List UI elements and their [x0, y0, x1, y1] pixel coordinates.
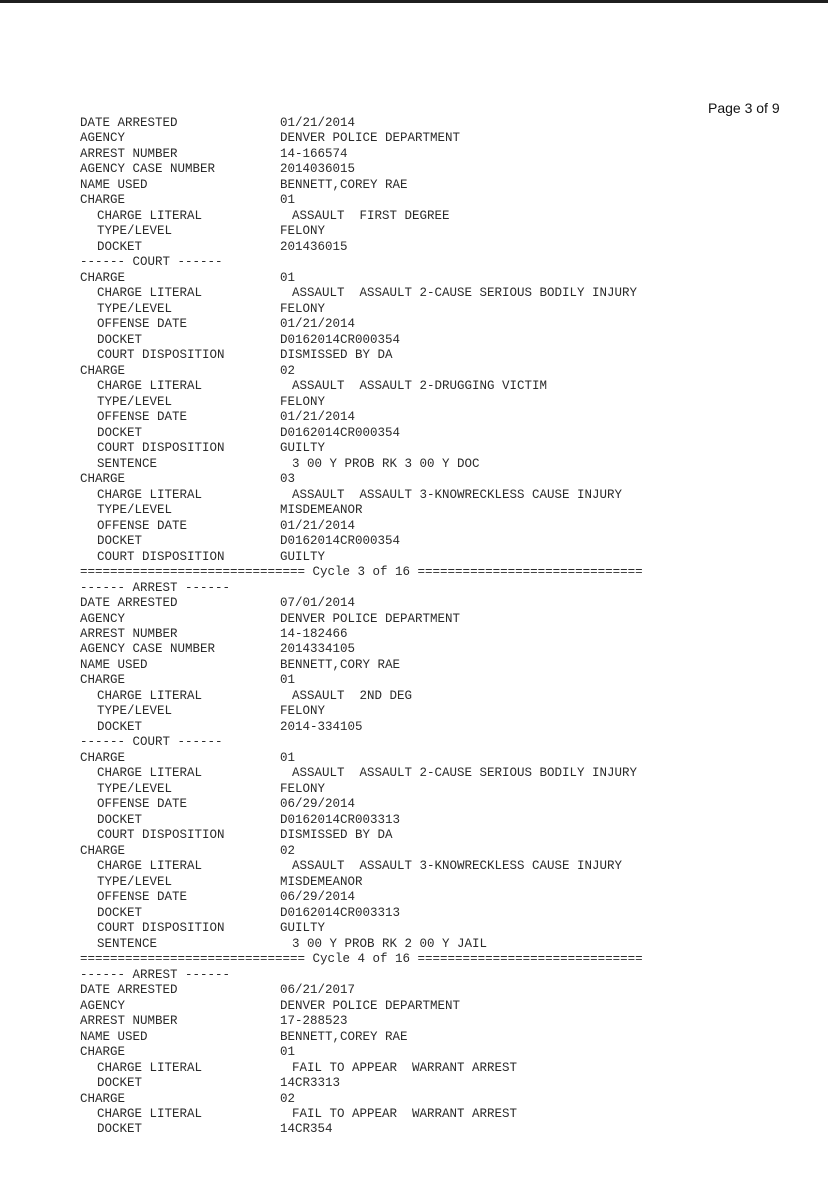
record-line	[80, 395, 820, 410]
field-label: TYPE/LEVEL	[97, 394, 173, 409]
field-label: CHARGE	[80, 750, 126, 765]
field-label: DOCKET	[97, 905, 143, 920]
field-label: CHARGE	[80, 363, 126, 378]
field-value: MISDEMEANOR	[280, 503, 363, 518]
field-label: CHARGE LITERAL	[97, 487, 203, 502]
field-label: ------ ARREST ------	[80, 967, 231, 982]
field-value: 2014036015	[280, 162, 356, 177]
record-line	[80, 952, 820, 967]
field-value: BENNETT,COREY RAE	[280, 177, 408, 192]
record-line	[80, 813, 820, 828]
field-value: BENNETT,CORY RAE	[280, 657, 401, 672]
field-label: ============================== Cycle 4 of 16 ==============================	[80, 952, 643, 967]
field-label: AGENCY	[80, 611, 126, 626]
field-label: OFFENSE DATE	[97, 410, 188, 425]
field-value: DISMISSED BY DA	[280, 828, 393, 843]
field-label: OFFENSE DATE	[97, 518, 188, 533]
field-value: FELONY	[280, 301, 326, 316]
field-label: COURT DISPOSITION	[97, 348, 225, 363]
field-label: DOCKET	[97, 239, 143, 254]
field-label: CHARGE	[80, 843, 126, 858]
record-line	[80, 1030, 820, 1045]
record-line	[80, 131, 820, 146]
field-value: 01/21/2014	[280, 317, 356, 332]
field-label: CHARGE LITERAL	[97, 1060, 203, 1075]
record-line	[80, 1092, 820, 1107]
record-line	[80, 271, 820, 286]
field-value: D0162014CR003313	[280, 905, 401, 920]
field-label: ============================== Cycle 3 of 16 ==============================	[80, 565, 643, 580]
record-line	[80, 488, 820, 503]
field-label: CHARGE	[80, 1091, 126, 1106]
record-line	[80, 1107, 820, 1122]
field-value: 201436015	[280, 239, 348, 254]
record-line	[80, 968, 820, 983]
record-line	[80, 642, 820, 657]
field-label: CHARGE	[80, 472, 126, 487]
field-label: COURT DISPOSITION	[97, 828, 225, 843]
field-value: D0162014CR000354	[280, 425, 401, 440]
field-value: D0162014CR003313	[280, 812, 401, 827]
field-value: 06/29/2014	[280, 890, 356, 905]
record-line	[80, 937, 820, 952]
field-value: DENVER POLICE DEPARTMENT	[280, 611, 461, 626]
record-line	[80, 534, 820, 549]
record-line	[80, 147, 820, 162]
record-line	[80, 302, 820, 317]
record-line	[80, 178, 820, 193]
field-value: 3 00 Y PROB RK 2 00 Y JAIL	[292, 936, 488, 951]
field-label: DOCKET	[97, 719, 143, 734]
field-value: ASSAULT ASSAULT 3-KNOWRECKLESS CAUSE INJURY	[292, 487, 623, 502]
record-line	[80, 1014, 820, 1029]
record-line	[80, 704, 820, 719]
field-label: SENTENCE	[97, 936, 158, 951]
record-line	[80, 457, 820, 472]
field-label: DOCKET	[97, 425, 143, 440]
field-label: DATE ARRESTED	[80, 596, 178, 611]
record-line	[80, 844, 820, 859]
field-label: OFFENSE DATE	[97, 797, 188, 812]
field-label: TYPE/LEVEL	[97, 704, 173, 719]
record-line	[80, 658, 820, 673]
field-label: NAME USED	[80, 177, 148, 192]
field-label: COURT DISPOSITION	[97, 549, 225, 564]
record-line	[80, 472, 820, 487]
record-line	[80, 193, 820, 208]
field-value: FAIL TO APPEAR WARRANT ARREST	[292, 1060, 518, 1075]
record-line	[80, 1061, 820, 1076]
field-label: ------ ARREST ------	[80, 580, 231, 595]
field-value: 06/21/2017	[280, 983, 356, 998]
record-line	[80, 240, 820, 255]
field-label: DOCKET	[97, 1076, 143, 1091]
field-label: CHARGE	[80, 193, 126, 208]
record-line	[80, 379, 820, 394]
record-line	[80, 317, 820, 332]
field-label: OFFENSE DATE	[97, 890, 188, 905]
field-label: CHARGE LITERAL	[97, 859, 203, 874]
field-value: 06/29/2014	[280, 797, 356, 812]
record-line	[80, 766, 820, 781]
field-label: AGENCY	[80, 131, 126, 146]
record-line	[80, 906, 820, 921]
field-value: 14CR3313	[280, 1076, 341, 1091]
field-label: TYPE/LEVEL	[97, 503, 173, 518]
record-line	[80, 286, 820, 301]
field-label: NAME USED	[80, 1029, 148, 1044]
field-label: AGENCY CASE NUMBER	[80, 162, 216, 177]
field-value: FELONY	[280, 224, 326, 239]
field-label: CHARGE	[80, 270, 126, 285]
field-label: NAME USED	[80, 657, 148, 672]
field-value: GUILTY	[280, 441, 326, 456]
field-label: ARREST NUMBER	[80, 1014, 178, 1029]
field-value: DENVER POLICE DEPARTMENT	[280, 131, 461, 146]
record-line	[80, 224, 820, 239]
field-label: ARREST NUMBER	[80, 146, 178, 161]
top-border	[0, 0, 828, 3]
field-value: 2014334105	[280, 642, 356, 657]
field-value: 01/21/2014	[280, 518, 356, 533]
field-value: 3 00 Y PROB RK 3 00 Y DOC	[292, 456, 480, 471]
field-value: FELONY	[280, 394, 326, 409]
record-line	[80, 333, 820, 348]
criminal-history-record	[80, 116, 820, 1138]
record-line	[80, 751, 820, 766]
field-value: ASSAULT ASSAULT 3-KNOWRECKLESS CAUSE INJURY	[292, 859, 623, 874]
field-value: FELONY	[280, 704, 326, 719]
field-label: COURT DISPOSITION	[97, 441, 225, 456]
record-line	[80, 581, 820, 596]
field-value: ASSAULT 2ND DEG	[292, 688, 413, 703]
field-label: CHARGE LITERAL	[97, 286, 203, 301]
field-value: 2014-334105	[280, 719, 363, 734]
field-value: 17-288523	[280, 1014, 348, 1029]
record-line	[80, 720, 820, 735]
field-value: D0162014CR000354	[280, 534, 401, 549]
field-value: 01	[280, 193, 296, 208]
record-line	[80, 255, 820, 270]
record-line	[80, 565, 820, 580]
field-value: FAIL TO APPEAR WARRANT ARREST	[292, 1107, 518, 1121]
record-line	[80, 116, 820, 131]
field-label: TYPE/LEVEL	[97, 874, 173, 889]
field-label: DOCKET	[97, 812, 143, 827]
record-line	[80, 999, 820, 1014]
field-label: ARREST NUMBER	[80, 626, 178, 641]
field-value: ASSAULT ASSAULT 2-CAUSE SERIOUS BODILY INJURY	[292, 286, 638, 301]
field-value: 01	[280, 750, 296, 765]
page-indicator: Page 3 of 9	[708, 100, 780, 116]
field-value: ASSAULT ASSAULT 2-CAUSE SERIOUS BODILY INJURY	[292, 766, 638, 781]
record-line	[80, 627, 820, 642]
field-label: CHARGE	[80, 673, 126, 688]
record-line	[80, 1076, 820, 1091]
record-line	[80, 983, 820, 998]
record-line	[80, 612, 820, 627]
record-line	[80, 550, 820, 565]
record-line	[80, 596, 820, 611]
field-value: GUILTY	[280, 549, 326, 564]
field-value: ASSAULT ASSAULT 2-DRUGGING VICTIM	[292, 379, 548, 394]
field-label: TYPE/LEVEL	[97, 301, 173, 316]
field-label: DOCKET	[97, 1122, 143, 1137]
record-line	[80, 689, 820, 704]
field-value: 01	[280, 270, 296, 285]
field-value: 07/01/2014	[280, 596, 356, 611]
field-label: COURT DISPOSITION	[97, 921, 225, 936]
field-label: AGENCY CASE NUMBER	[80, 642, 216, 657]
record-line	[80, 890, 820, 905]
record-line	[80, 410, 820, 425]
record-line	[80, 1122, 820, 1137]
field-label: TYPE/LEVEL	[97, 781, 173, 796]
field-value: 14-166574	[280, 146, 348, 161]
field-label: CHARGE LITERAL	[97, 208, 203, 223]
field-value: 14-182466	[280, 626, 348, 641]
field-value: 01/21/2014	[280, 116, 356, 130]
record-line	[80, 426, 820, 441]
field-value: MISDEMEANOR	[280, 874, 363, 889]
field-value: DISMISSED BY DA	[280, 348, 393, 363]
field-label: CHARGE LITERAL	[97, 379, 203, 394]
record-line	[80, 519, 820, 534]
record-line	[80, 1045, 820, 1060]
record-line	[80, 921, 820, 936]
record-line	[80, 348, 820, 363]
field-value: GUILTY	[280, 921, 326, 936]
field-value: D0162014CR000354	[280, 332, 401, 347]
field-value: 02	[280, 363, 296, 378]
field-value: FELONY	[280, 781, 326, 796]
field-value: 02	[280, 843, 296, 858]
field-label: OFFENSE DATE	[97, 317, 188, 332]
record-line	[80, 875, 820, 890]
field-value: 01	[280, 673, 296, 688]
field-label: DOCKET	[97, 534, 143, 549]
field-value: 01	[280, 1045, 296, 1060]
field-label: ------ COURT ------	[80, 735, 223, 750]
record-line	[80, 797, 820, 812]
record-line	[80, 782, 820, 797]
field-value: DENVER POLICE DEPARTMENT	[280, 998, 461, 1013]
field-label: ------ COURT ------	[80, 255, 223, 270]
field-value: BENNETT,COREY RAE	[280, 1029, 408, 1044]
field-value: 03	[280, 472, 296, 487]
record-line	[80, 209, 820, 224]
field-label: CHARGE LITERAL	[97, 766, 203, 781]
record-line	[80, 364, 820, 379]
field-label: CHARGE LITERAL	[97, 1107, 203, 1121]
field-label: CHARGE LITERAL	[97, 688, 203, 703]
record-line	[80, 859, 820, 874]
field-label: DATE ARRESTED	[80, 983, 178, 998]
field-label: AGENCY	[80, 998, 126, 1013]
record-line	[80, 673, 820, 688]
field-value: 02	[280, 1091, 296, 1106]
record-line	[80, 162, 820, 177]
record-line	[80, 503, 820, 518]
field-label: DATE ARRESTED	[80, 116, 178, 130]
field-label: SENTENCE	[97, 456, 158, 471]
field-value: 01/21/2014	[280, 410, 356, 425]
field-label: DOCKET	[97, 332, 143, 347]
field-label: CHARGE	[80, 1045, 126, 1060]
field-label: TYPE/LEVEL	[97, 224, 173, 239]
field-value: ASSAULT FIRST DEGREE	[292, 208, 450, 223]
field-value: 14CR354	[280, 1122, 333, 1137]
record-line	[80, 441, 820, 456]
record-line	[80, 828, 820, 843]
record-line	[80, 735, 820, 750]
